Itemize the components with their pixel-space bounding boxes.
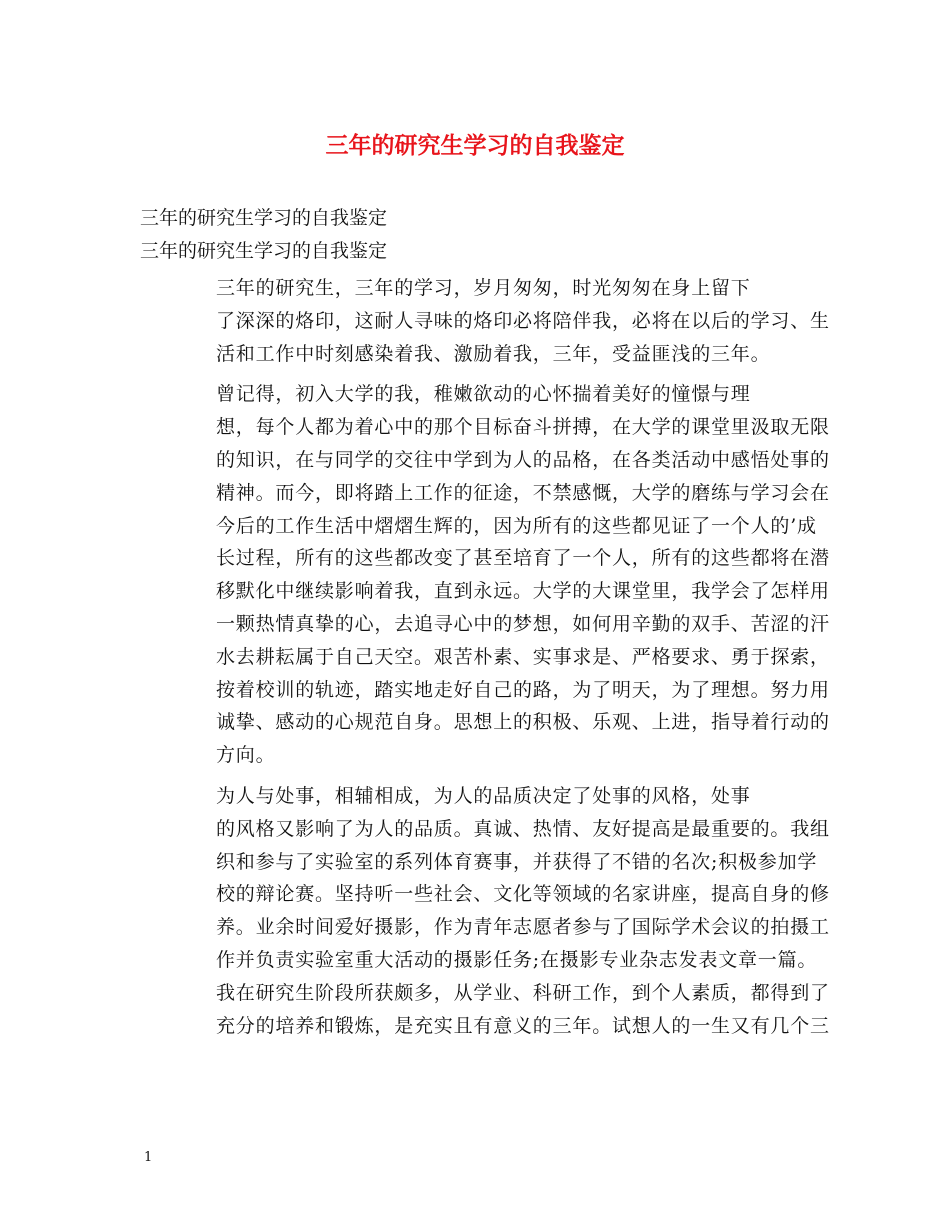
text-line: 我在研究生阶段所获颇多，从学业、科研工作，到个人素质，都得到了 — [216, 981, 830, 1004]
paragraph — [140, 780, 830, 1042]
subtitle-line: 三年的研究生学习的自我鉴定 — [140, 240, 388, 262]
text-line: 的知识，在与同学的交往中学到为人的品格，在各类活动中感悟处事的 — [216, 448, 830, 471]
text-line: 了深深的烙印，这耐人寻味的烙印必将陪伴我，必将在以后的学习、生 — [216, 309, 830, 332]
text-line: 一颗热情真挚的心，去追寻心中的梦想，如何用辛勤的双手、苦涩的汗 — [216, 612, 830, 635]
text-line: 长过程，所有的这些都改变了甚至培育了一个人，所有的这些都将在潜 — [216, 547, 830, 570]
text-line: 今后的工作生活中熠熠生辉的，因为所有的这些都见证了一个人的’成 — [216, 514, 817, 537]
text-line: 三年的研究生，三年的学习，岁月匆匆，时光匆匆在身上留下 — [216, 277, 751, 299]
text-line: 水去耕耘属于自己天空。艰苦朴素、实事求是、严格要求、勇于探索， — [216, 645, 830, 668]
text-line: 织和参与了实验室的系列体育赛事，并获得了不错的名次;积极参加学 — [216, 850, 818, 873]
paragraph — [140, 378, 830, 772]
paragraph — [140, 272, 830, 370]
text-line: 精神。而今，即将踏上工作的征途，不禁感慨，大学的磨练与学习会在 — [216, 481, 830, 504]
text-line: 曾记得，初入大学的我，稚嫩欲动的心怀揣着美好的憧憬与理 — [216, 383, 751, 406]
text-line: 活和工作中时刻感染着我、激励着我，三年，受益匪浅的三年。 — [216, 342, 771, 365]
text-line: 按着校训的轨迹，踏实地走好自己的路，为了明天，为了理想。努力用 — [216, 678, 830, 701]
page-number: 1 — [144, 1150, 153, 1165]
text-line: 方向。 — [216, 744, 276, 767]
text-line: 的风格又影响了为人的品质。真诚、热情、友好提高是最重要的。我组 — [216, 817, 830, 840]
subtitle-line: 三年的研究生学习的自我鉴定 — [140, 207, 388, 229]
text-line: 养。业余时间爱好摄影，作为青年志愿者参与了国际学术会议的拍摄工 — [216, 916, 830, 939]
text-line: 充分的培养和锻炼，是充实且有意义的三年。试想人的一生又有几个三 — [216, 1014, 830, 1037]
text-line: 移默化中继续影响着我，直到永远。大学的大课堂里，我学会了怎样用 — [216, 580, 830, 603]
text-line: 为人与处事，相辅相成，为人的品质决定了处事的风格，处事 — [216, 784, 751, 807]
text-line: 校的辩论赛。坚持听一些社会、文化等领域的名家讲座，提高自身的修 — [216, 883, 830, 906]
text-line: 作并负责实验室重大活动的摄影任务;在摄影专业杂志发表文章一篇。 — [216, 948, 818, 971]
text-line: 想，每个人都为着心中的那个目标奋斗拼搏，在大学的课堂里汲取无限 — [216, 416, 830, 439]
document-title: 三年的研究生学习的自我鉴定 — [325, 132, 625, 159]
text-line: 诚挚、感动的心规范自身。思想上的积极、乐观、上进，指导着行动的 — [216, 711, 830, 734]
document-body — [140, 272, 830, 1050]
